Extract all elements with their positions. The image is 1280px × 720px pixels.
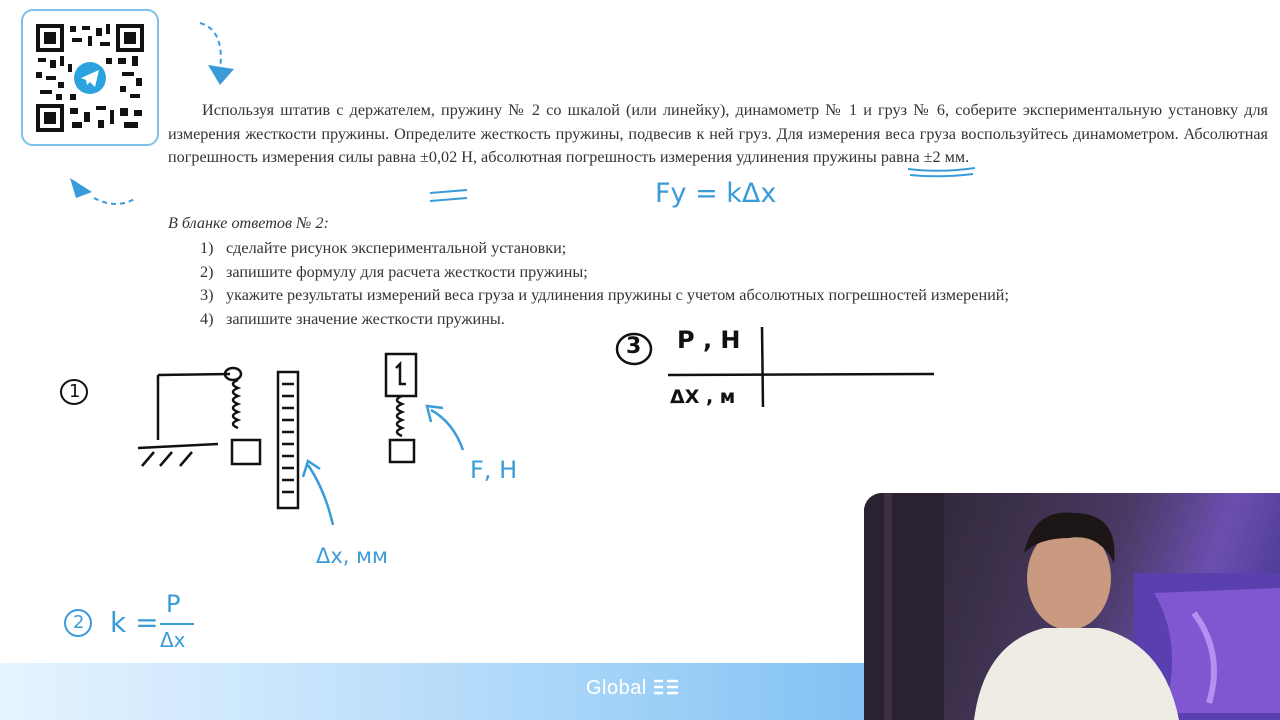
experimental-setup-sketch: [130, 360, 310, 515]
stiffness-formula-numerator: P: [166, 590, 181, 618]
circled-number-label: 3: [626, 334, 642, 359]
menu-lines-icon: [653, 678, 679, 696]
hooke-law-formula: Fу = kΔx: [655, 178, 777, 209]
dynamometer-sketch: [380, 350, 425, 468]
stiffness-formula-lhs: k =: [110, 606, 159, 639]
curved-arrow-icon: [190, 15, 250, 95]
fraction-bar: [160, 623, 194, 625]
brand-logo: Global: [586, 677, 679, 700]
circled-number-label: 2: [73, 612, 85, 633]
paper-plane-icon: [62, 170, 142, 215]
underline-mark: [427, 187, 472, 207]
stiffness-formula-denominator: Δx: [160, 628, 186, 652]
table-row-extension: ΔX , м: [670, 386, 736, 408]
force-newton-label: F, Н: [470, 456, 518, 484]
arrow-to-ruler-icon: [300, 455, 345, 530]
list-item: 4) запишите значение жесткости пружины.: [200, 309, 505, 328]
list-item: 1) сделайте рисунок экспериментальной установки;: [200, 239, 567, 257]
arrow-to-dynamometer-icon: [423, 400, 468, 455]
problem-text: Используя штатив с держателем, пружину № 2 со шкалой (или линейку), динамометр № 1 и груз № 6, соберите экспериментальную установку для измерения жесткости пружины. Определите жесткость пружины, подвесив к ней груз. Для измерения веса груза воспользуйтесь динамометром. Абсолютная погрешность измерения силы равна ±0,02 Н, абсолютная погрешность измерения удлинения пружины равна ±2 мм.: [168, 101, 1268, 166]
qr-code-card[interactable]: [21, 9, 159, 146]
list-item: 3) укажите результаты измерений веса груза и удлинения пружины с учетом абсолютных погрешностей измерений;: [200, 286, 1009, 304]
table-row-weight: P , Н: [677, 326, 741, 354]
circled-number-label: 1: [69, 381, 81, 402]
measurement-table-grid: [664, 325, 939, 410]
presenter-video-frame: [864, 493, 1280, 720]
task-list: [200, 237, 1009, 331]
qr-code-icon: [36, 24, 144, 132]
list-item: 2) запишите формулу для расчета жесткости пружины;: [200, 262, 588, 281]
webcam-video: [864, 493, 1280, 720]
delta-x-mm-label: Δx, мм: [316, 544, 388, 568]
answers-title: В бланке ответов № 2:: [168, 214, 329, 232]
underline-mark: [905, 165, 980, 179]
